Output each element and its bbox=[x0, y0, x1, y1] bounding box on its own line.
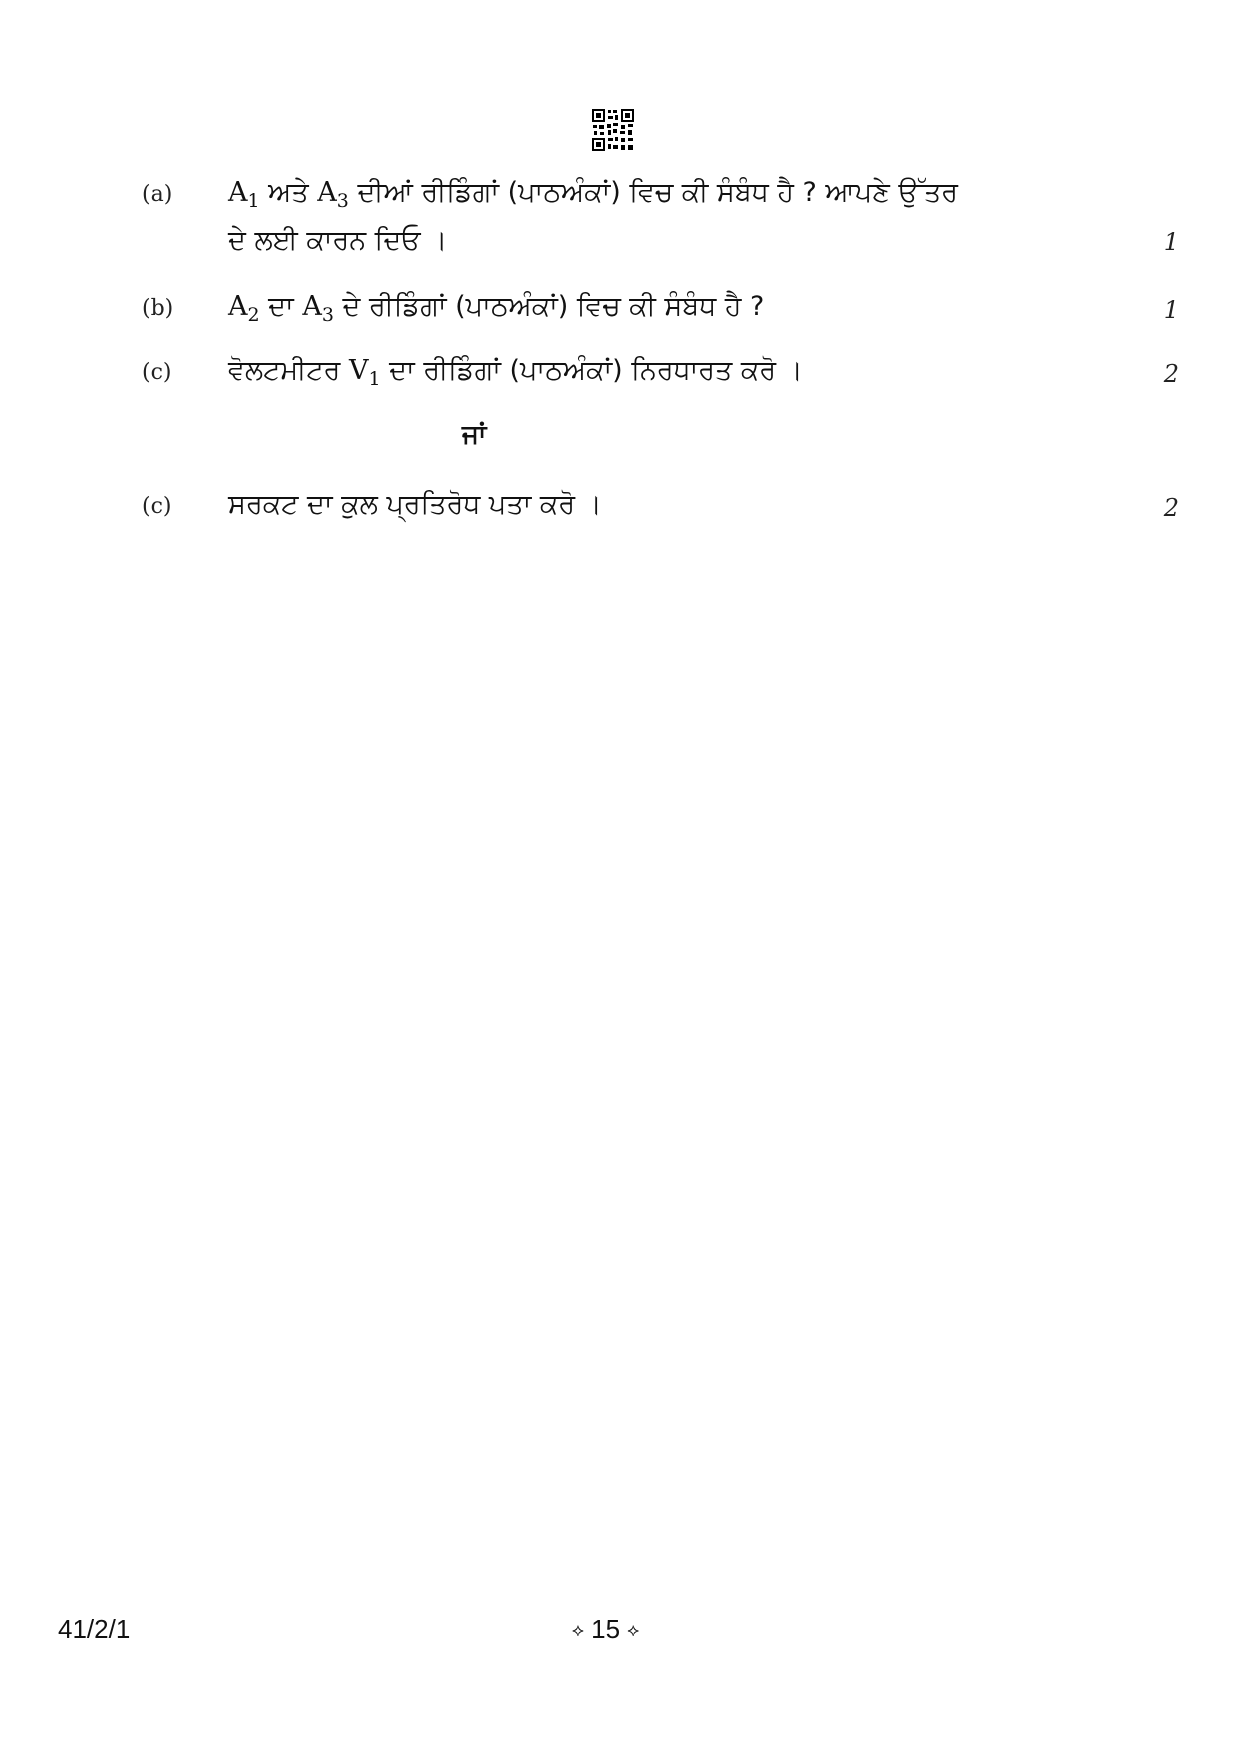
subscript: 3 bbox=[336, 190, 349, 212]
qr-code-icon bbox=[591, 108, 635, 152]
subscript: 3 bbox=[321, 304, 334, 326]
text-segment: ਦੀਆਂ ਰੀਡਿੰਗਾਂ (ਪਾਠਅੰਕਾਂ) ਵਿਚ ਕੀ ਸੰਬੰਧ ਹੈ ? ਆਪਣੇ ਉੱਤਰ bbox=[348, 177, 958, 208]
question-text bbox=[228, 482, 1128, 528]
symbol: A bbox=[228, 177, 248, 208]
marks: 2 bbox=[1163, 360, 1179, 388]
page-number-block bbox=[572, 1614, 639, 1645]
question-line: ਦੇ ਲਈ ਕਾਰਨ ਦਿਓ । bbox=[228, 225, 448, 256]
marks: 1 bbox=[1163, 228, 1179, 256]
question-label: (b) bbox=[142, 296, 174, 321]
question-line bbox=[228, 284, 1128, 330]
text-segment: ਦੇ ਰੀਡਿੰਗਾਂ (ਪਾਠਅੰਕਾਂ) ਵਿਚ ਕੀ ਸੰਬੰਧ ਹੈ ? bbox=[333, 291, 765, 322]
ornament-right-icon: ⟡ bbox=[627, 1620, 640, 1640]
symbol: V bbox=[348, 355, 369, 386]
subscript: 1 bbox=[368, 368, 381, 390]
symbol: A bbox=[317, 177, 337, 208]
question-text bbox=[228, 170, 1128, 264]
question-line bbox=[228, 170, 1128, 216]
page-number: 15 bbox=[591, 1614, 621, 1644]
question-line: ਸਰਕਟ ਦਾ ਕੁਲ ਪ੍ਰਤਿਰੋਧ ਪਤਾ ਕਰੋ । bbox=[228, 489, 602, 520]
question-line bbox=[228, 348, 1128, 394]
subscript: 1 bbox=[247, 190, 260, 212]
question-text bbox=[228, 348, 1128, 394]
text-segment: ਦਾ ਰੀਡਿੰਗਾਂ (ਪਾਠਅੰਕਾਂ) ਨਿਰਧਾਰਤ ਕਰੋ । bbox=[380, 355, 803, 386]
paper-code: 41/2/1 bbox=[58, 1614, 131, 1644]
marks: 2 bbox=[1163, 494, 1179, 522]
or-separator: ਜਾਂ bbox=[462, 420, 487, 450]
text-segment: ਦਾ bbox=[259, 291, 303, 322]
question-label: (a) bbox=[142, 182, 173, 207]
symbol: A bbox=[302, 291, 322, 322]
ornament-left-icon: ⟡ bbox=[572, 1620, 584, 1640]
subscript: 2 bbox=[247, 304, 260, 326]
symbol: A bbox=[228, 291, 248, 322]
text-segment: ਵੋਲਟਮੀਟਰ bbox=[228, 355, 349, 386]
question-text bbox=[228, 284, 1128, 330]
marks: 1 bbox=[1163, 296, 1179, 324]
question-label: (c) bbox=[142, 494, 172, 519]
text-segment: ਅਤੇ bbox=[259, 177, 318, 208]
question-label: (c) bbox=[142, 360, 172, 385]
